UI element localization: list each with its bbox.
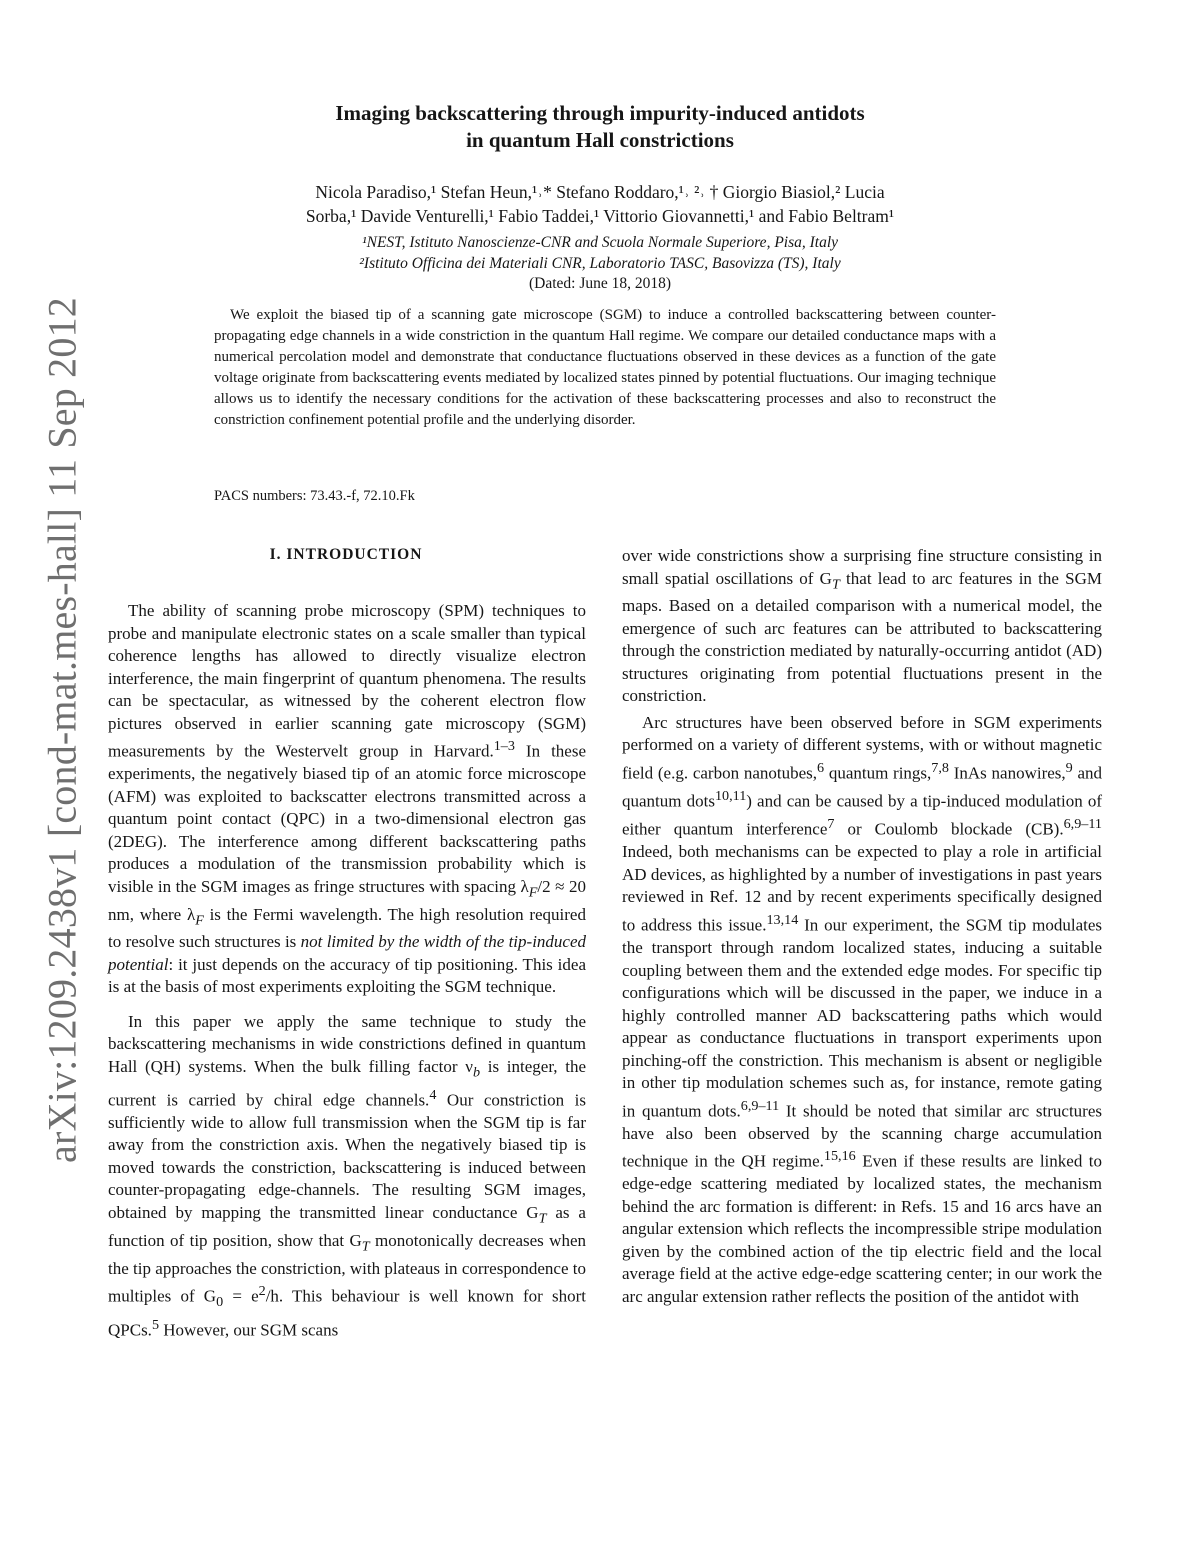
arxiv-identifier: arXiv:1209.2438v1 [cond-mat.mes-hall] 11 Sep 2012 xyxy=(39,297,85,1163)
text-span: Our constriction is sufficiently wide to allow full transmission when the SGM tip is far away from the constriction axis. When the negatively biased tip is moved towards the constriction, backscattering is induced between counter-propagating edge-channels. The resulting SGM images, obtained by mapping the transmitted linear conductance G xyxy=(108,1090,586,1222)
intro-paragraph-continued xyxy=(622,545,1102,708)
author-list xyxy=(200,180,1000,228)
section-heading-introduction: I. INTRODUCTION xyxy=(269,546,423,563)
subscript: F xyxy=(528,884,538,901)
paper-title xyxy=(200,100,1000,154)
text-span: : it just depends on the accuracy of tip positioning. This idea is at the basis of most experiments exploiting the SGM technique. xyxy=(108,954,586,997)
authors-line-2: Sorba,¹ Davide Venturelli,¹ Fabio Taddei,¹ Vittorio Giovannetti,¹ and Fabio Beltram¹ xyxy=(305,206,895,226)
text-span: is integer, the current is carried by chiral edge channels. xyxy=(108,1056,587,1110)
affiliation-1: ¹NEST, Istituto Nanoscienze-CNR and Scuola Normale Superiore, Pisa, Italy xyxy=(361,234,839,251)
abstract: We exploit the biased tip of a scanning gate microscope (SGM) to induce a controlled backscattering between counter-propagating edge channels in a wide constriction in the quantum Hall regime. We compare our detailed conductance maps with a numerical percolation model and demonstrate that conductance fluctuations observed in these devices as a function of the gate voltage originate from backscattering events mediated by localized states pinned by potential fluctuations. Our imaging technique allows us to identify the necessary conditions for the activation of these backscattering processes and also to reconstruct the constriction confinement potential profile and the underlying disorder. xyxy=(214,307,996,428)
right-column xyxy=(622,545,1102,1308)
text-span: /h. This behaviour is well known for short QPCs. xyxy=(108,1286,586,1340)
citation: 6 xyxy=(817,759,825,776)
text-span: is the Fermi wavelength. The high resolution required to resolve such structures is xyxy=(108,904,586,952)
title-line-2: in quantum Hall constrictions xyxy=(466,128,734,152)
dated-line: (Dated: June 18, 2018) xyxy=(528,275,672,292)
subscript: F xyxy=(195,911,204,928)
text-span: It should be noted that similar arc structures have also been observed by the scanning charge accumulation technique in the QH regime. xyxy=(622,1101,1102,1171)
pacs-numbers: PACS numbers: 73.43.-f, 72.10.Fk xyxy=(214,488,415,504)
text-span: = e xyxy=(223,1286,259,1306)
emphasis: not limited by the width of the tip-induced potential xyxy=(108,932,587,974)
intro-paragraph-3 xyxy=(622,712,1102,1308)
citation: 6,9–11 xyxy=(740,1097,780,1114)
text-span: Even if these results are linked to edge-edge scattering mediated by localized states, the mechanism behind the arc formation is different: in Refs. 15 and 16 arcs have an angular extension which reflects the incompressible stripe modulation given by the combined action of the tip electric field and the local average field at the active edge-edge scattering center; in our work the arc angular extension rather reflects the position of the antidot with xyxy=(622,1151,1102,1306)
affiliations xyxy=(200,232,1000,274)
text-span: In these experiments, the negatively biased tip of an atomic force microscope (AFM) was exploited to backscatter electrons transmitted across a quantum point contact (QPC) in a two-dimensional electron gas (2DEG). The interference among different backscattering paths produces a modulation of the transmission probability which is visible in the SGM images as fringe structures with spacing λ xyxy=(108,741,586,896)
authors-line-1: Nicola Paradiso,¹ Stefan Heun,¹˒* Stefano Roddaro,¹˒ ²˒ † Giorgio Biasiol,² Lucia xyxy=(315,182,885,202)
subscript: b xyxy=(472,1064,481,1081)
subscript: T xyxy=(361,1238,370,1255)
text-span: In our experiment, the SGM tip modulates the transport through random localized states, inducing a suitable coupling between them and the extended edge modes. For specific tip configurations which will be discussed in the paper, we induce in a highly controlled manner AD backscattering paths which would appear as conductance fluctuations in transport experiments upon pinching-off the constriction. This mechanism is absent or negligible in other tip modulation schemes such as, for instance, remote gating in quantum dots. xyxy=(622,915,1102,1121)
title-line-1: Imaging backscattering through impurity-induced antidots xyxy=(335,101,865,125)
citation: 4 xyxy=(429,1086,437,1103)
text-span: or Coulomb blockade (CB). xyxy=(834,819,1064,839)
citation: 1–3 xyxy=(493,738,515,754)
text-span: However, our SGM scans xyxy=(159,1320,339,1340)
text-span: as a function of tip position, show that G xyxy=(108,1202,586,1250)
citation: 15,16 xyxy=(823,1148,856,1165)
intro-paragraph-1 xyxy=(108,600,586,999)
affiliation-2: ²Istituto Officina dei Materiali CNR, Laboratorio TASC, Basovizza (TS), Italy xyxy=(359,255,841,272)
text-span: and quantum dots xyxy=(622,763,1102,811)
subscript: 0 xyxy=(216,1294,224,1311)
left-column xyxy=(108,600,586,1342)
text-span: ) and can be caused by a tip-induced modulation of either quantum interference xyxy=(622,791,1102,839)
text-span: Indeed, both mechanisms can be expected to play a role in artificial AD devices, as highlighted by a number of investigations in past years reviewed in Ref. 12 and by recent experiments specifically designed to address this issue. xyxy=(622,842,1102,935)
citation: 5 xyxy=(151,1316,160,1333)
citation: 10,11 xyxy=(714,788,747,805)
text-span: quantum rings, xyxy=(824,763,932,783)
text-span: monotonically decreases when the tip approaches the constriction, with plateaus in correspondence to multiples of G xyxy=(108,1230,586,1306)
subscript: T xyxy=(831,575,840,592)
text-span: over wide constrictions show a surprising fine structure consisting in small spatial oscillations of G xyxy=(622,546,1102,588)
text-span: In this paper we apply the same technique to study the backscattering mechanisms in wide constrictions defined in quantum Hall (QH) systems. When the bulk filling factor ν xyxy=(108,1011,586,1076)
citation: 7 xyxy=(827,816,835,833)
arxiv-sidebar-stamp xyxy=(22,290,102,1170)
citation: 9 xyxy=(1065,759,1073,776)
text-span: that lead to arc features in the SGM maps. Based on a detailed comparison with a numerical model, the emergence of such arc features can be attributed to backscattering through the constriction mediated by naturally-occurring antidot (AD) structures originating from potential fluctuations present in the constriction. xyxy=(622,568,1102,706)
intro-paragraph-2 xyxy=(108,1011,586,1342)
citation: 13,14 xyxy=(766,911,799,928)
subscript: T xyxy=(538,1210,547,1227)
text-span: Arc structures have been observed before in SGM experiments performed on a variety of different systems, with or without magnetic field (e.g. carbon nanotubes, xyxy=(622,712,1102,783)
text-span: /2 ≈ 20 nm, where λ xyxy=(108,876,586,924)
text-span: The ability of scanning probe microscopy (SPM) techniques to probe and manipulate electronic states on a scale smaller than typical coherence lengths has allowed to directly visualize electron interference, the main fingerprint of quantum phenomena. The results can be spectacular, as witnessed by the coherent electron flow pictures observed in earlier scanning gate microscopy (SGM) measurements by the Westervelt group in Harvard. xyxy=(108,601,586,761)
text-span: InAs nanowires, xyxy=(949,763,1066,783)
citation: 7,8 xyxy=(931,759,949,776)
citation: 6,9–11 xyxy=(1063,816,1102,833)
superscript: 2 xyxy=(258,1283,266,1300)
